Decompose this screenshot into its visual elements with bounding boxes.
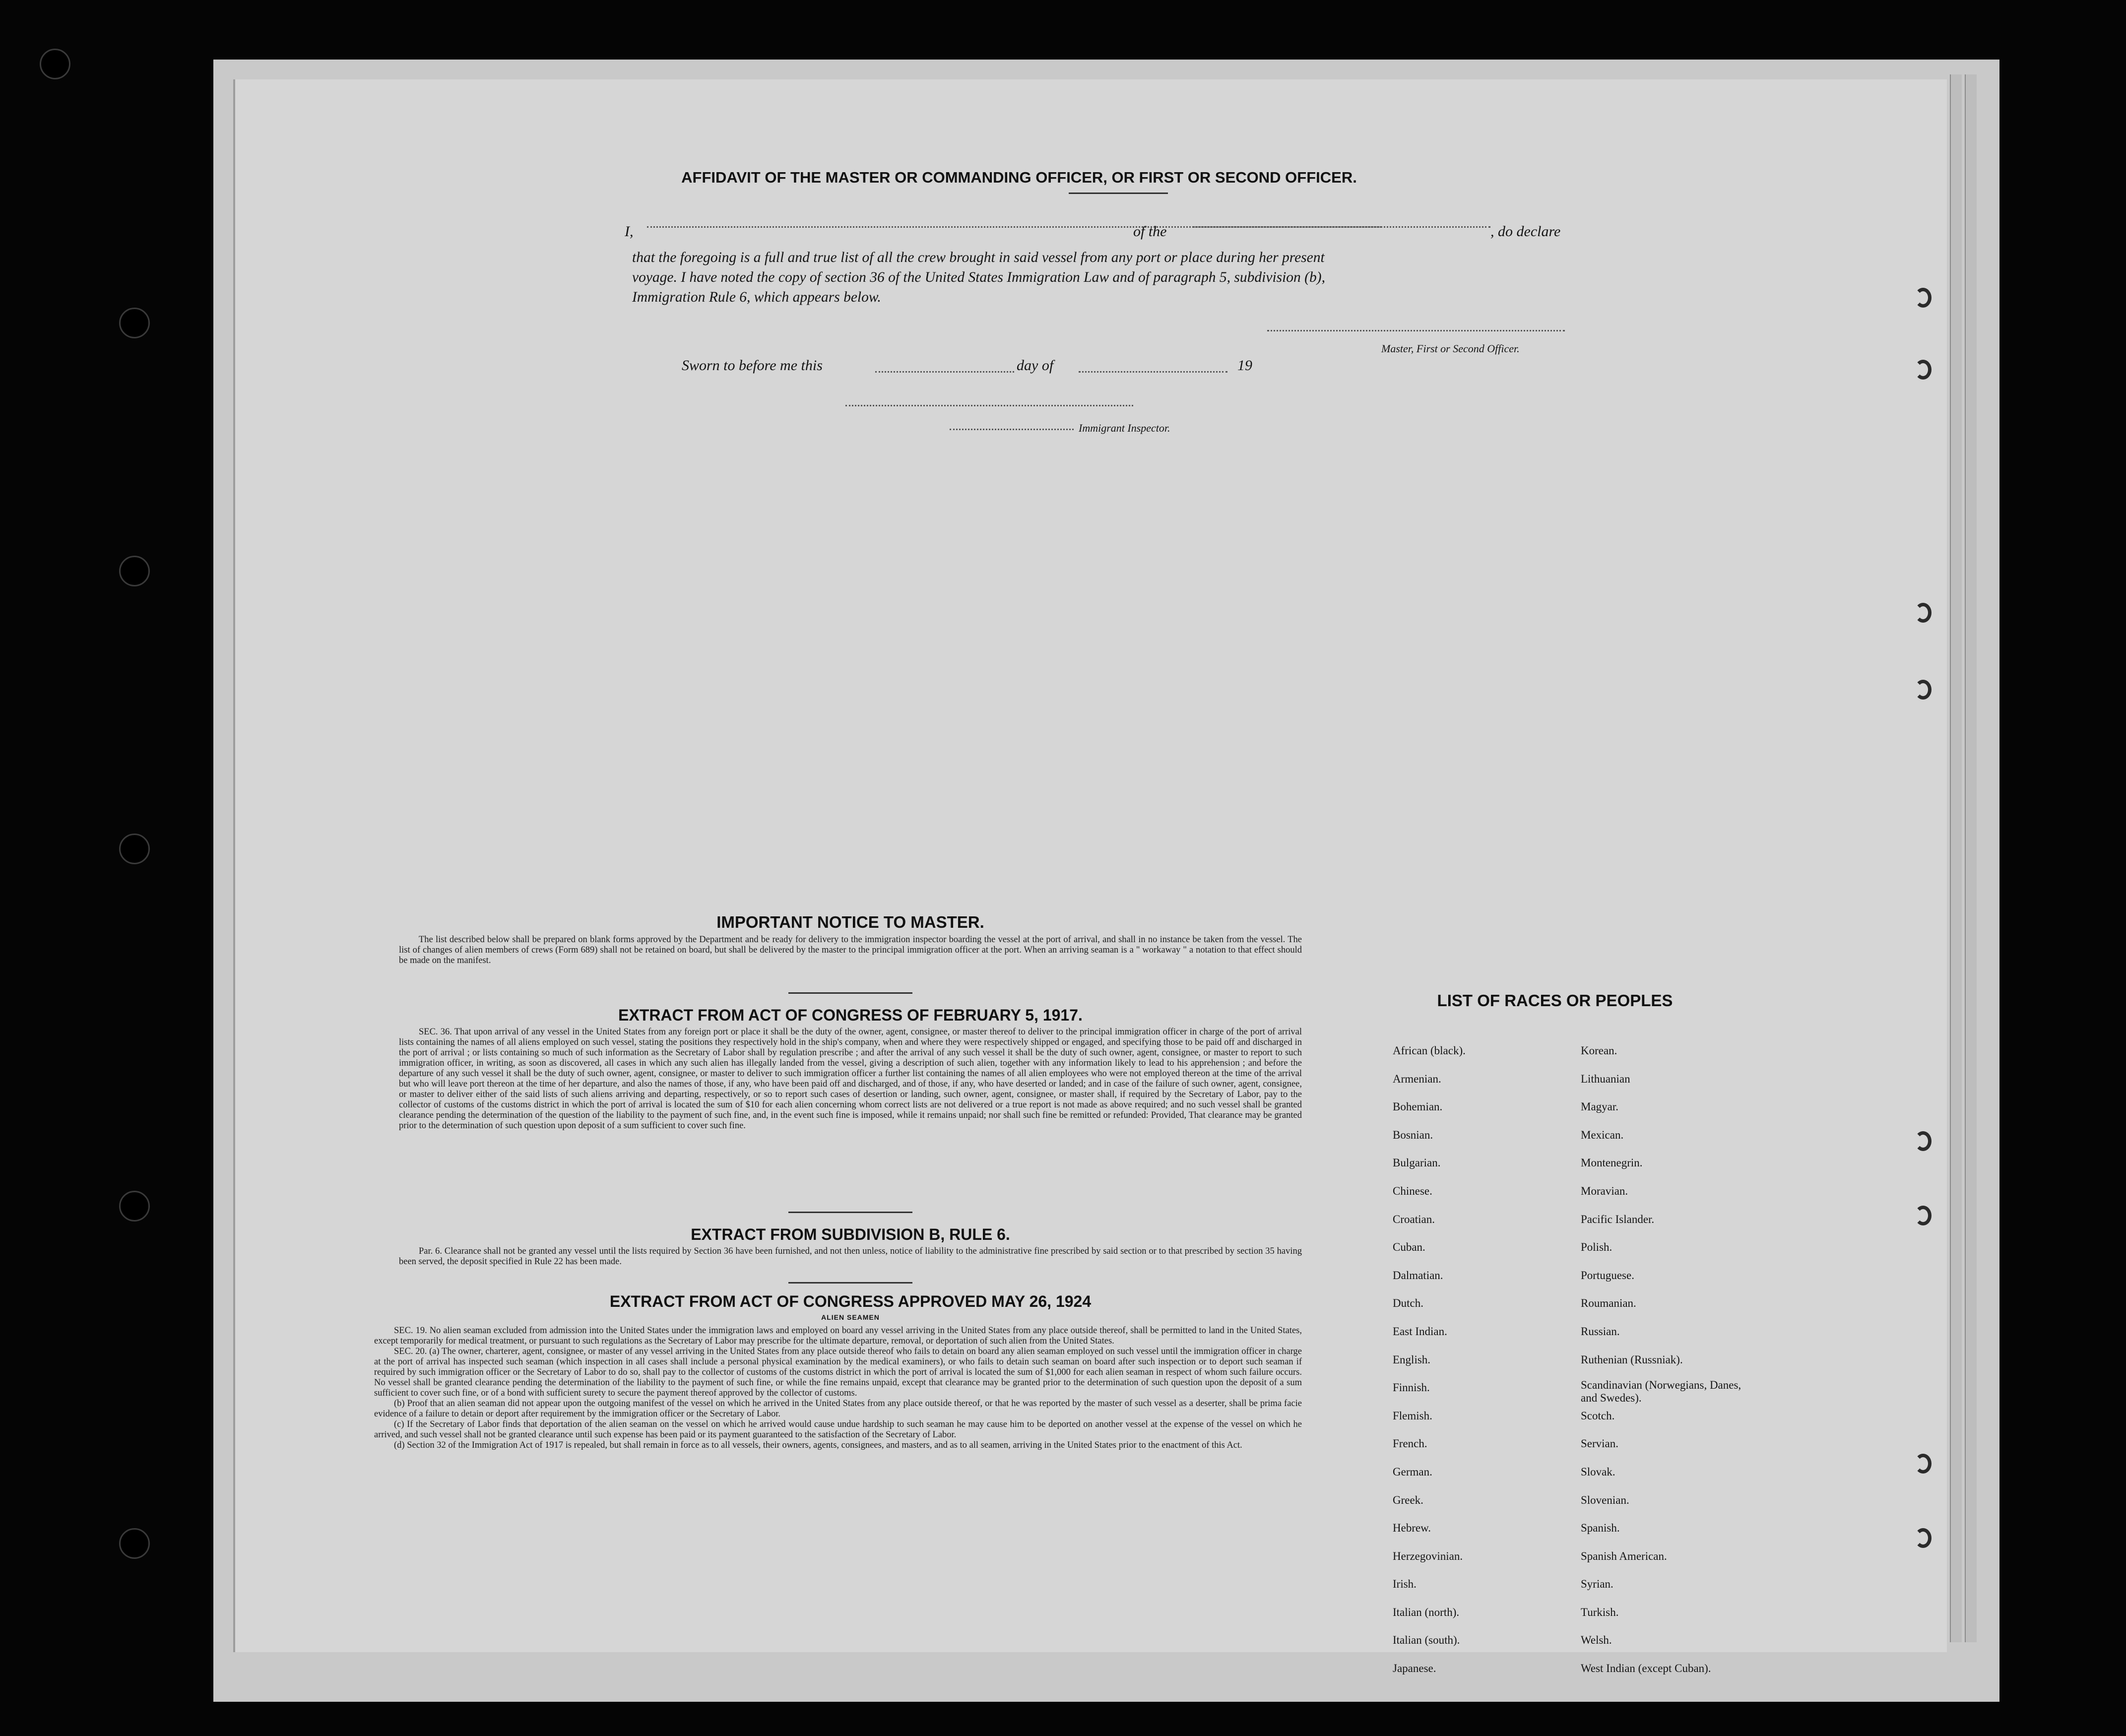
race-item: Moravian. xyxy=(1581,1184,1628,1197)
race-item: Portuguese. xyxy=(1581,1269,1634,1282)
races-title: LIST OF RACES OR PEOPLES xyxy=(1437,991,1673,1010)
binder-hole xyxy=(40,49,70,79)
affidavit-body-line-1: that the foregoing is a full and true list of all the crew brought in said vessel from any port or place during her present xyxy=(632,250,1325,265)
notice-text: The list described below shall be prepared on blank forms approved by the Department and be ready for delivery to the immigration inspector boarding the vessel at the port of arrival, and shall in no instance be taken from the vessel. The list of changes of alien members of crews (Form 689) shall not be retained on board, but shall be delivered by the master to the principal immigration officer at the port. When an arriving seaman is a " workaway " a notation to that effect should be made on the manifest. xyxy=(399,935,1302,965)
race-item: Italian (south). xyxy=(1393,1634,1460,1647)
race-item: Irish. xyxy=(1393,1578,1417,1591)
ring-icon xyxy=(1915,603,1932,623)
extract-1917-text: SEC. 36. That upon arrival of any vessel in the United States from any foreign port or place it shall be the duty of the owner, agent, consignee, or master thereof to deliver to the principal immigration officer in charge of the port of arrival lists containing the names of all aliens employed on such vessel, stating the positions they respectively hold in the ship's company, when and where they were respectively shipped or engaged, and specifying those to be paid off and discharged in the port of arrival ; or lists containing so much of such information as the Secretary of Labor shall by regulation prescribe ; and after the arrival of any such vessel it shall be the duty of such owner, agent, consignee, or master to report to such immigration officer, in writing, as soon as discovered, all cases in which any such alien has illegally landed from the vessel, giving a description of such alien, together with any information likely to lead to his apprehension ; and before the departure of any such vessel it shall be the duty of such owner, agent, consignee, or master to deliver to such immigration officer a further list containing the names of all alien employees who were not employed thereon at the time of the arrival but who will leave port thereon at the time of her departure, and also the names of those, if any, who have been paid off and discharged, and of those, if any, who have deserted or landed; and in case of the failure of such owner, agent, consignee, or master to deliver either of the said lists of such aliens arriving and departing, respectively, or so to report such cases of desertion or landing, such owner, agent, consignee, or master shall, if required by the Secretary of Labor, pay to the collector of customs of the customs district in which the port of arrival is located the sum of $10 for each alien concerning whom correct lists are not delivered or a true report is not made as above required; and no such vessel shall be granted clearance pending the determination of the question of the liability to the payment of such fine, and, in the event such fine is imposed, while it remains unpaid; nor shall such fine be remitted or refunded: Provided, That clearance may be granted prior to the determination of such question upon deposit of a sum sufficient to cover such fine. xyxy=(399,1027,1302,1131)
races-left-column xyxy=(1393,1037,1466,1683)
ring-icon xyxy=(1915,1206,1932,1225)
ring-icon xyxy=(1915,1131,1932,1151)
race-item: Pacific Islander. xyxy=(1581,1213,1655,1225)
affidavit-do-declare-label: , do declare xyxy=(1490,223,1561,240)
affidavit-body-line-3: Immigration Rule 6, which appears below. xyxy=(632,289,881,305)
race-item: Finnish. xyxy=(1393,1381,1430,1394)
race-item: Japanese. xyxy=(1393,1662,1436,1675)
race-item: Lithuanian xyxy=(1581,1072,1630,1085)
sec-20c-paragraph: (c) If the Secretary of Labor finds that deportation of the alien seaman on the vessel on which he arrived would cause undue hardship to such seaman he may cause him to be deported on another vessel at the expense of the vessel on which he arrived, and such vessel shall not be granted clearance until such expense has been paid or its payment guaranteed to the satisfaction of the Secretary of Labor. xyxy=(374,1419,1302,1440)
section-rule xyxy=(788,1212,912,1213)
race-item: Bohemian. xyxy=(1393,1100,1443,1113)
race-item: Scotch. xyxy=(1581,1409,1615,1422)
ring-icon xyxy=(1915,1528,1932,1548)
race-item: Greek. xyxy=(1393,1493,1423,1506)
manifest-page xyxy=(233,79,1947,1675)
races-right-column xyxy=(1581,1037,1744,1683)
extract-rule6-title: EXTRACT FROM SUBDIVISION B, RULE 6. xyxy=(691,1225,1010,1243)
race-item: African (black). xyxy=(1393,1044,1466,1057)
section-rule xyxy=(788,1282,912,1284)
race-item: Ruthenian (Russniak). xyxy=(1581,1353,1683,1366)
race-item: Herzegovinian. xyxy=(1393,1549,1463,1562)
race-item: Dalmatian. xyxy=(1393,1269,1443,1282)
master-signature-field[interactable] xyxy=(1267,330,1565,331)
affidavit-i-label: I, xyxy=(625,223,634,240)
race-item: English. xyxy=(1393,1353,1431,1366)
race-item: Spanish. xyxy=(1581,1522,1620,1535)
sworn-label: Sworn to before me this xyxy=(682,357,823,374)
extract-1924-subtitle: ALIEN SEAMEN xyxy=(821,1313,880,1321)
race-item: Scandinavian (Norwegians, Danes, and Swedes). xyxy=(1581,1379,1741,1405)
binder-hole xyxy=(119,556,150,586)
ring-icon xyxy=(1915,288,1932,308)
affidavit-body-line-2: voyage. I have noted the copy of section 36 of the United States Immigration Law and of paragraph 5, subdivision (b), xyxy=(632,269,1325,285)
race-item: Slovak. xyxy=(1581,1465,1615,1478)
race-item: French. xyxy=(1393,1437,1427,1450)
day-of-label: day of xyxy=(1017,357,1054,374)
notice-title: IMPORTANT NOTICE TO MASTER. xyxy=(716,913,984,931)
binder-hole xyxy=(119,834,150,864)
race-item: Italian (north). xyxy=(1393,1606,1460,1618)
sec-20b-paragraph: (b) Proof that an alien seaman did not appear upon the outgoing manifest of the vessel on which he arrived in the United States from any place outside thereof, or that he was reported by the master of such vessel as a deserter, shall be prima facie evidence of a failure to detain or deport after requirement by the immigration officer or the Secretary of Labor. xyxy=(374,1399,1302,1419)
page-edge xyxy=(1950,74,1962,1642)
section-rule xyxy=(788,992,912,994)
race-item: Armenian. xyxy=(1393,1072,1441,1085)
race-item: Magyar. xyxy=(1581,1100,1619,1113)
inspector-name-field[interactable] xyxy=(950,429,1074,430)
sec-20d-paragraph: (d) Section 32 of the Immigration Act of 1917 is repealed, but shall remain in force as to all vessels, their owners, agents, consignees, and masters, and as to all seamen, arriving in the United States prior to the enactment of this Act. xyxy=(394,1440,1242,1450)
race-item: Flemish. xyxy=(1393,1409,1432,1422)
race-item: German. xyxy=(1393,1465,1432,1478)
race-item: Welsh. xyxy=(1581,1634,1612,1647)
race-item: East Indian. xyxy=(1393,1325,1447,1338)
race-item: Spanish American. xyxy=(1581,1549,1667,1562)
binder-hole xyxy=(119,1191,150,1222)
race-item: Russian. xyxy=(1581,1325,1620,1338)
extract-1917-title: EXTRACT FROM ACT OF CONGRESS OF FEBRUARY 5, 1917. xyxy=(618,1006,1083,1024)
race-item: Chinese. xyxy=(1393,1184,1432,1197)
race-item: Montenegrin. xyxy=(1581,1157,1643,1169)
year-label: 19 xyxy=(1237,357,1252,374)
race-item: Roumanian. xyxy=(1581,1297,1636,1310)
sec-19-paragraph: SEC. 19. No alien seaman excluded from admission into the United States under the immigration laws and employed on board any vessel arriving in the United States from any place outside thereof, shall be permitted to land in the United States, except temporarily for medical treatment, or pursuant to such regulations as the Secretary of Labor may prescribe for the ultimate departure, removal, or deportation of such alien from the United States. xyxy=(374,1326,1302,1346)
ring-icon xyxy=(1915,680,1932,700)
race-item: Croatian. xyxy=(1393,1213,1435,1225)
vessel-field[interactable] xyxy=(1193,226,1490,228)
sec-20a-paragraph: SEC. 20. (a) The owner, charterer, agent, consignee, or master of any vessel arriving in the United States from any place outside thereof who fails to detain on board any alien seaman employed on such vessel until the immigration officer in charge at the port of arrival has inspected such seaman (which inspection in all cases shall include a personal physical examination by the medical examiners), or who fails to detain such seaman on board after such inspection or to deport such seaman if required by such immigration officer or the Secretary of Labor to do so, shall pay to the collector of customs of the customs district in which the port of arrival is located the sum of $1,000 for each alien seaman in respect of whom such failure occurs. No vessel shall be granted clearance pending the determination of the liability to the payment of such fine, or while the fine remains unpaid, except that clearance may be granted prior to the determination of such question upon the deposit of a sum sufficient to cover such fine, or of a bond with sufficient surety to secure the payment thereof approved by the collector of customs. xyxy=(374,1347,1302,1398)
race-item: Servian. xyxy=(1581,1437,1619,1450)
ring-icon xyxy=(1915,1454,1932,1474)
race-item: Mexican. xyxy=(1581,1128,1624,1141)
race-item: Polish. xyxy=(1581,1241,1612,1254)
race-item: Slovenian. xyxy=(1581,1493,1629,1506)
race-item: Syrian. xyxy=(1581,1578,1613,1591)
binder-hole xyxy=(119,308,150,338)
race-item: Bulgarian. xyxy=(1393,1157,1441,1169)
extract-rule6-text: Par. 6. Clearance shall not be granted any vessel until the lists required by Section 36 have been furnished, and not then unless, notice of liability to the administrative fine prescribed by said section or to that prescribed by section 35 having been served, the deposit specified in Rule 22 has been made. xyxy=(399,1246,1302,1267)
sworn-month-field[interactable] xyxy=(1079,371,1227,373)
ring-icon xyxy=(1915,360,1932,380)
affidavit-of-the-label: of the xyxy=(1133,223,1167,240)
extract-1924-body xyxy=(374,1326,1302,1451)
master-signature-label: Master, First or Second Officer. xyxy=(1381,342,1520,355)
extract-1924-title: EXTRACT FROM ACT OF CONGRESS APPROVED MAY 26, 1924 xyxy=(609,1292,1092,1310)
inspector-signature-line[interactable] xyxy=(845,405,1133,406)
title-underline xyxy=(1069,193,1168,194)
race-item: Korean. xyxy=(1581,1044,1617,1057)
binder-hole xyxy=(119,1528,150,1559)
race-item: Hebrew. xyxy=(1393,1522,1431,1535)
race-item: Bosnian. xyxy=(1393,1128,1433,1141)
sworn-day-field[interactable] xyxy=(875,371,1014,373)
race-item: Cuban. xyxy=(1393,1241,1425,1254)
inspector-label: Immigrant Inspector. xyxy=(1079,422,1170,434)
race-item: West Indian (except Cuban). xyxy=(1581,1662,1711,1675)
race-item: Turkish. xyxy=(1581,1606,1619,1618)
page-edge xyxy=(1965,74,1977,1642)
affidavit-title: AFFIDAVIT OF THE MASTER OR COMMANDING OFFICER, OR FIRST OR SECOND OFFICER. xyxy=(681,169,1357,186)
race-item: Dutch. xyxy=(1393,1297,1423,1310)
